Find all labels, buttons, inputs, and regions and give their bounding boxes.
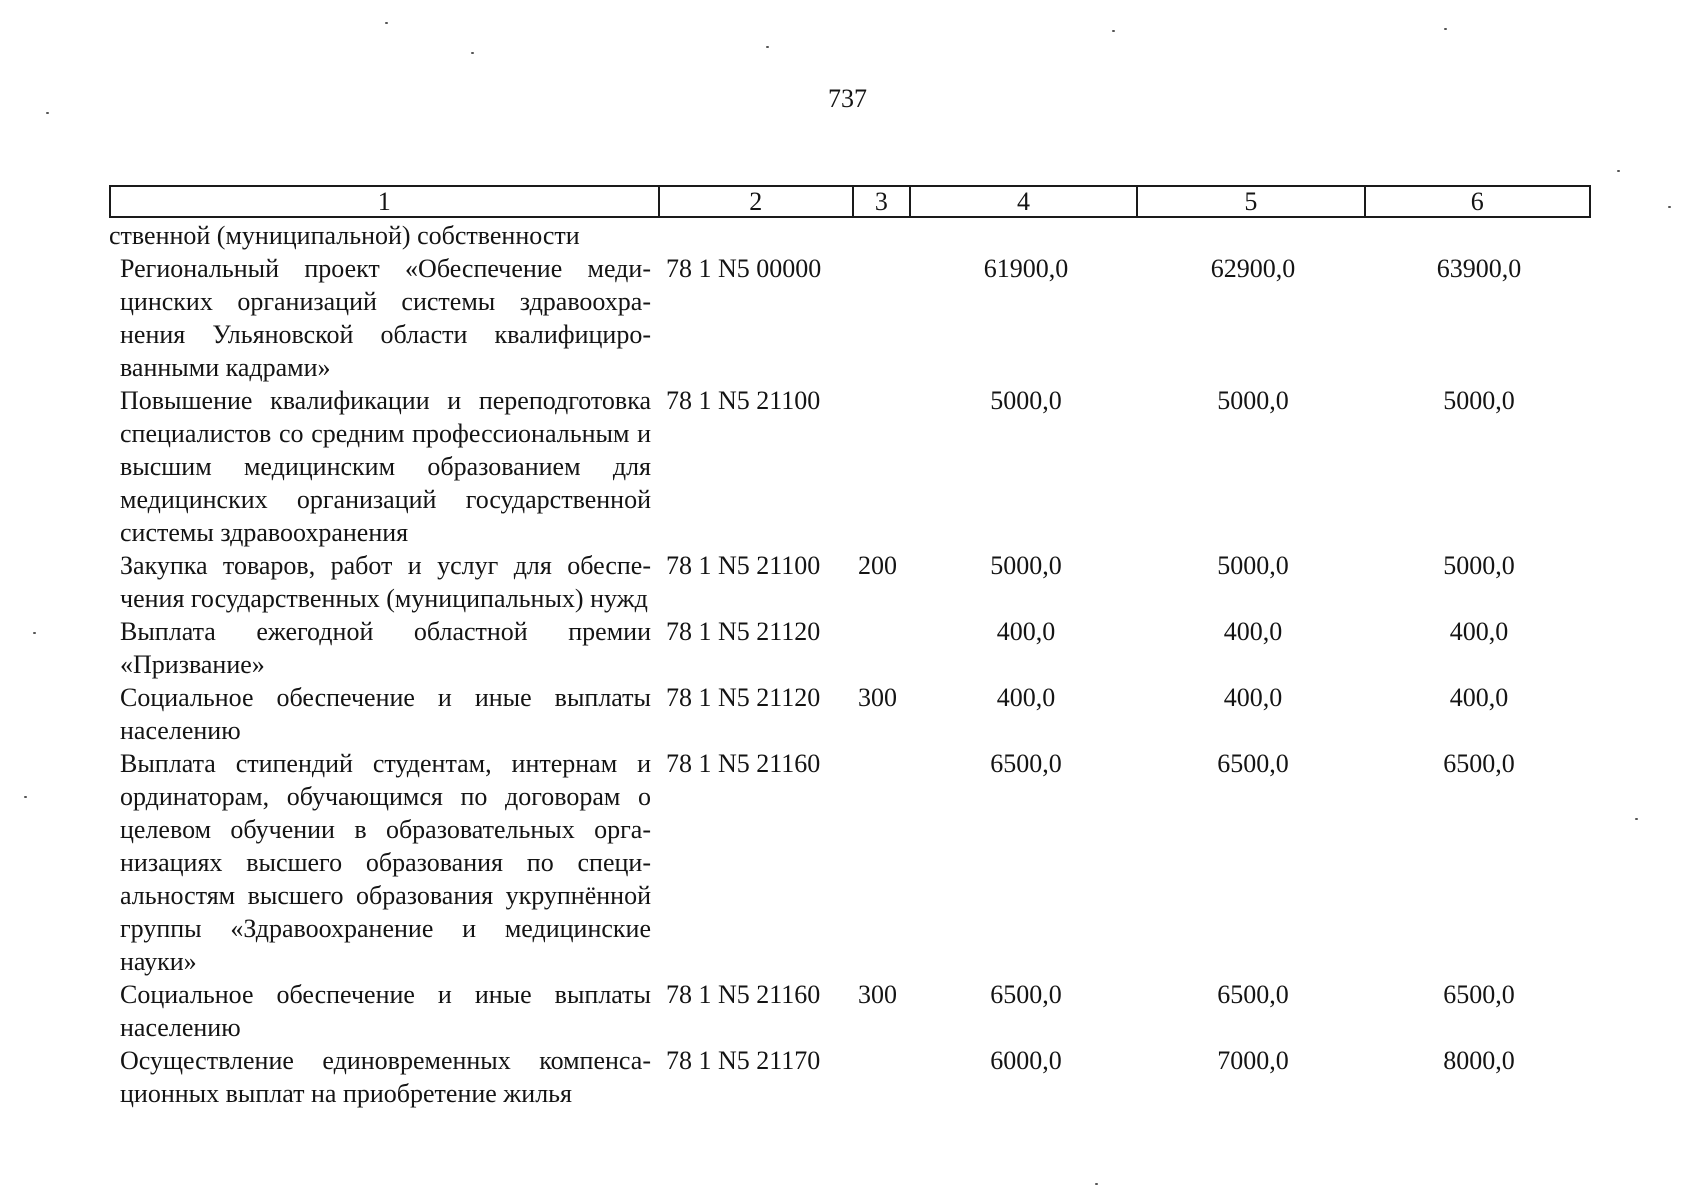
table-row (109, 384, 1591, 549)
row-expense-type: 200 (858, 551, 897, 580)
row-expense-type: 300 (858, 980, 897, 1009)
row-value-col6: 6500,0 (1443, 980, 1515, 1009)
row-value-col6: 5000,0 (1443, 551, 1515, 580)
row-expense-type (858, 747, 913, 978)
header-col-4: 4 (911, 187, 1138, 216)
row-value-col5: 400,0 (1223, 683, 1283, 712)
scan-speck (385, 22, 388, 24)
scan-speck (24, 796, 27, 798)
row-value-col4: 61900,0 (983, 254, 1069, 283)
row-description: Закупка товаров, работ и услуг для обеспечения государственных (муниципальных) нужд (120, 551, 651, 613)
row-expense-type (858, 615, 913, 681)
page-number: 737 (828, 84, 867, 113)
header-col-3: 3 (854, 187, 911, 216)
row-code: 78 1 N5 21120 (666, 683, 821, 712)
row-expense-type (858, 219, 913, 252)
row-value-col5: 400,0 (1223, 617, 1283, 646)
table-row (109, 549, 1591, 615)
row-description: Социальное обеспечение и иные выплаты населению (120, 980, 651, 1042)
row-description: Региональный проект «Обеспечение медицинских организаций системы здравоохранения Ульяновской области квалифицированными кадрами» (120, 254, 651, 382)
row-code: 78 1 N5 21170 (666, 1046, 821, 1075)
row-code: 78 1 N5 21160 (666, 980, 821, 1009)
scan-speck (33, 632, 36, 634)
scan-speck (1635, 818, 1638, 820)
row-code (651, 219, 858, 252)
row-code: 78 1 N5 21120 (666, 617, 821, 646)
scan-speck (471, 52, 474, 54)
row-value-col6: 6500,0 (1443, 749, 1515, 778)
row-value-col5: 5000,0 (1217, 386, 1289, 415)
row-value-col6 (1367, 219, 1591, 252)
table-row (109, 978, 1591, 1044)
row-value-col6: 8000,0 (1443, 1046, 1515, 1075)
table-header (109, 185, 1591, 218)
row-value-col5: 7000,0 (1217, 1046, 1289, 1075)
row-value-col5: 6500,0 (1217, 980, 1289, 1009)
row-code: 78 1 N5 21100 (666, 386, 821, 415)
table-row (109, 615, 1591, 681)
row-code: 78 1 N5 21160 (666, 749, 821, 778)
row-expense-type: 300 (858, 683, 897, 712)
row-expense-type (858, 1044, 913, 1110)
row-value-col5 (1139, 219, 1367, 252)
row-value-col4: 400,0 (996, 683, 1056, 712)
row-description: ственной (муниципальной) собственности (109, 221, 580, 250)
scan-speck (1668, 206, 1671, 208)
row-value-col4 (913, 219, 1139, 252)
row-code: 78 1 N5 00000 (666, 254, 822, 283)
row-expense-type (858, 384, 913, 549)
row-value-col6: 63900,0 (1436, 254, 1522, 283)
table-body (109, 219, 1591, 1110)
table-row (109, 1044, 1591, 1110)
table-row (109, 219, 1591, 252)
table-row (109, 681, 1591, 747)
row-value-col4: 6500,0 (990, 980, 1062, 1009)
scan-speck (1095, 1183, 1098, 1185)
row-code: 78 1 N5 21100 (666, 551, 821, 580)
scan-speck (1444, 28, 1447, 30)
row-value-col5: 5000,0 (1217, 551, 1289, 580)
scan-speck (1617, 170, 1620, 172)
row-value-col4: 6000,0 (990, 1046, 1062, 1075)
scan-speck (1112, 30, 1115, 32)
row-value-col5: 62900,0 (1210, 254, 1296, 283)
row-value-col4: 6500,0 (990, 749, 1062, 778)
row-description: Выплата ежегодной областной премии «Призвание» (120, 617, 651, 679)
row-value-col4: 5000,0 (990, 386, 1062, 415)
header-col-6: 6 (1470, 187, 1484, 216)
row-description: Повышение квалификации и переподготовка специалистов со средним профессиональным и высшим медицинским образованием для медицинских организаций государственной системы здравоохранения (120, 386, 651, 547)
row-value-col5: 6500,0 (1217, 749, 1289, 778)
scan-speck (766, 46, 769, 48)
header-col-5: 5 (1138, 187, 1365, 216)
row-value-col6: 5000,0 (1443, 386, 1515, 415)
header-col-2: 2 (660, 187, 854, 216)
row-description: Выплата стипендий студентам, интернам и ординаторам, обучающимся по договорам о целевом обучении в образовательных организациях высшего образования по специальностям высшего образования укрупнённой группы «Здравоохранение и медицинские науки» (120, 749, 651, 976)
scan-speck (46, 112, 49, 114)
row-description: Социальное обеспечение и иные выплаты населению (120, 683, 651, 745)
header-col-1: 1 (111, 187, 660, 216)
table-row (109, 252, 1591, 384)
row-expense-type (858, 252, 913, 384)
table-row (109, 747, 1591, 978)
row-description: Осуществление единовременных компенсационных выплат на приобретение жилья (120, 1046, 651, 1108)
row-value-col4: 400,0 (996, 617, 1056, 646)
row-value-col4: 5000,0 (990, 551, 1062, 580)
row-value-col6: 400,0 (1449, 617, 1509, 646)
row-value-col6: 400,0 (1449, 683, 1509, 712)
